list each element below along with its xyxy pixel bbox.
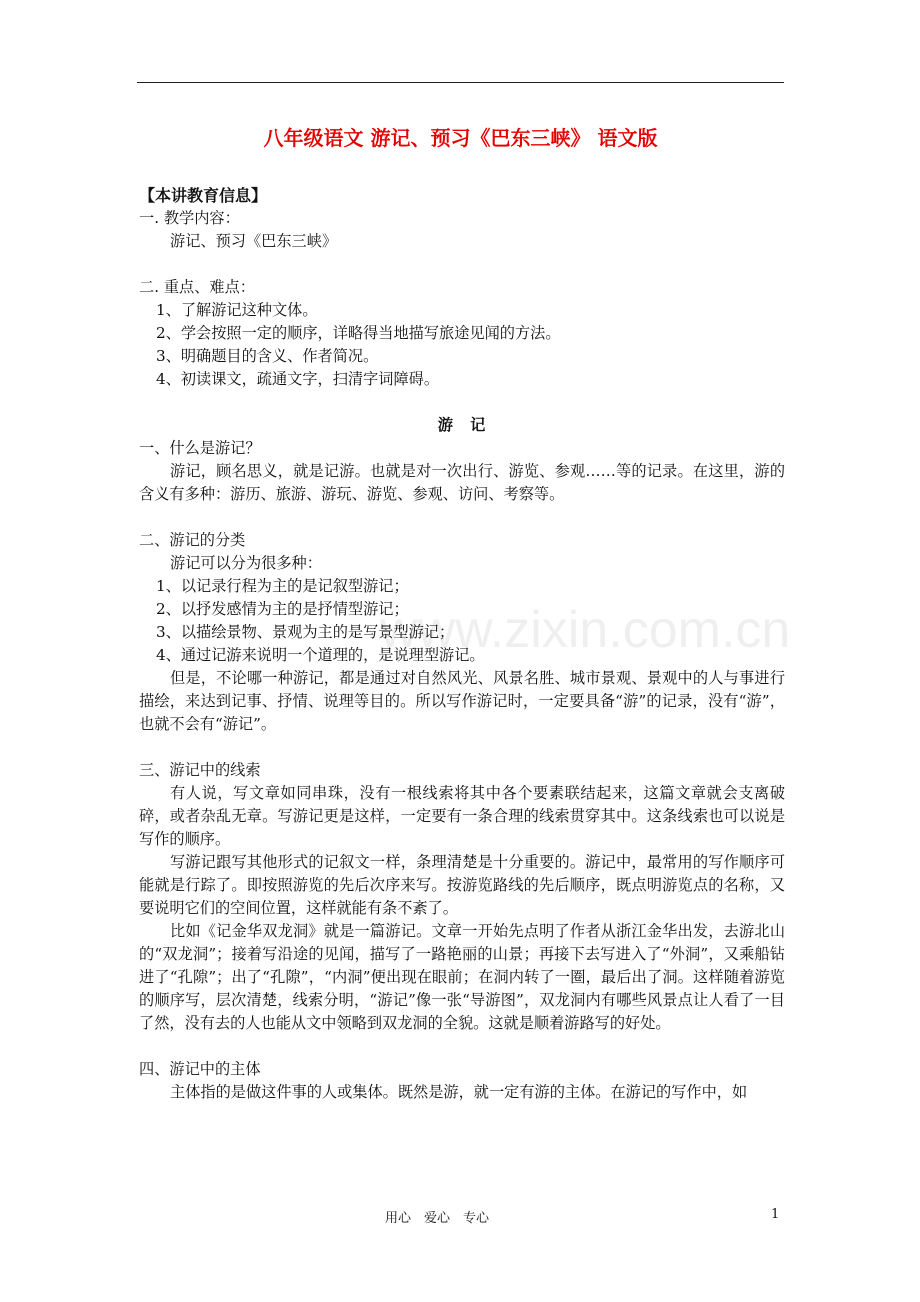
classification-heading: 二、游记的分类 <box>139 531 246 549</box>
document-body <box>139 184 785 1104</box>
classification-item: 1、以记录行程为主的是记叙型游记； <box>156 577 409 595</box>
key-point-item: 4、初读课文，疏通文字，扫清字词障碍。 <box>156 370 440 388</box>
classification-item: 4、通过记游来说明一个道理的，是说理型游记。 <box>156 646 485 664</box>
classification-item: 3、以描绘景物、景观为主的是写景型游记； <box>156 623 455 641</box>
classification-paragraph: 但是，不论哪一种游记，都是通过对自然风光、风景名胜、城市景观、景观中的人与事进行描绘，来达到记事、抒情、说理等目的。所以写作游记时，一定要具备“游”的记录，没有“游”，也就不会有“游记”。 <box>139 669 785 733</box>
clue-paragraph: 有人说，写文章如同串珠，没有一根线索将其中各个要素联结起来，这篇文章就会支离破碎，或者杂乱无章。写游记更是这样，一定要有一条合理的线索贯穿其中。这条线索也可以说是写作的顺序。 <box>139 784 785 848</box>
document-title: 八年级语文 游记、预习《巴东三峡》 语文版 <box>263 126 658 150</box>
classification-item: 2、以抒发感情为主的是抒情型游记； <box>156 600 409 618</box>
subject-heading: 四、游记中的主体 <box>139 1060 261 1078</box>
key-point-item: 1、了解游记这种文体。 <box>156 301 318 319</box>
section-title: 游 记 <box>437 416 487 434</box>
info-heading: 【本讲教育信息】 <box>139 186 268 205</box>
footer-motto: 用心 爱心 专心 <box>385 1211 490 1226</box>
what-is-heading: 一、什么是游记？ <box>139 439 261 457</box>
teaching-content-value: 游记、预习《巴东三峡》 <box>170 232 338 250</box>
subject-paragraph: 主体指的是做这件事的人或集体。既然是游，就一定有游的主体。在游记的写作中，如 <box>170 1083 748 1101</box>
teaching-content-label: 一. 教学内容： <box>139 209 240 227</box>
page-number: 1 <box>771 1207 780 1222</box>
key-point-item: 2、学会按照一定的顺序，详略得当地描写旅途见闻的方法。 <box>156 324 561 342</box>
key-points-label: 二. 重点、难点： <box>139 278 255 296</box>
classification-intro: 游记可以分为很多种： <box>170 554 322 572</box>
what-is-paragraph: 游记，顾名思义，就是记游。也就是对一次出行、游览、参观……等的记录。在这里，游的含义有多种：游历、旅游、游玩、游览、参观、访问、考察等。 <box>139 462 785 503</box>
clue-paragraph: 比如《记金华双龙洞》就是一篇游记。文章一开始先点明了作者从浙江金华出发，去游北山的“双龙洞”；接着写沿途的见闻，描写了一路艳丽的山景；再接下去写进入了“外洞”，又乘船钻进了“孔隙”；出了“孔隙”，“内洞”便出现在眼前；在洞内转了一圈，最后出了洞。这样随着游览的顺序写，层次清楚，线索分明，“游记”像一张“导游图”，双龙洞内有哪些风景点让人看了一目了然，没有去的人也能从文中领略到双龙洞的全貌。这就是顺着游路写的好处。 <box>139 922 785 1032</box>
key-point-item: 3、明确题目的含义、作者简况。 <box>156 347 379 365</box>
watermark: www.zixin.com.cn <box>380 601 791 659</box>
header-rule <box>137 82 784 83</box>
clue-paragraph: 写游记跟写其他形式的记叙文一样，条理清楚是十分重要的。游记中，最常用的写作顺序可能就是行踪了。即按照游览的先后次序来写。按游览路线的先后顺序，既点明游览点的名称，又要说明它们的空间位置，这样就能有条不紊了。 <box>139 853 785 917</box>
clue-heading: 三、游记中的线索 <box>139 761 261 779</box>
